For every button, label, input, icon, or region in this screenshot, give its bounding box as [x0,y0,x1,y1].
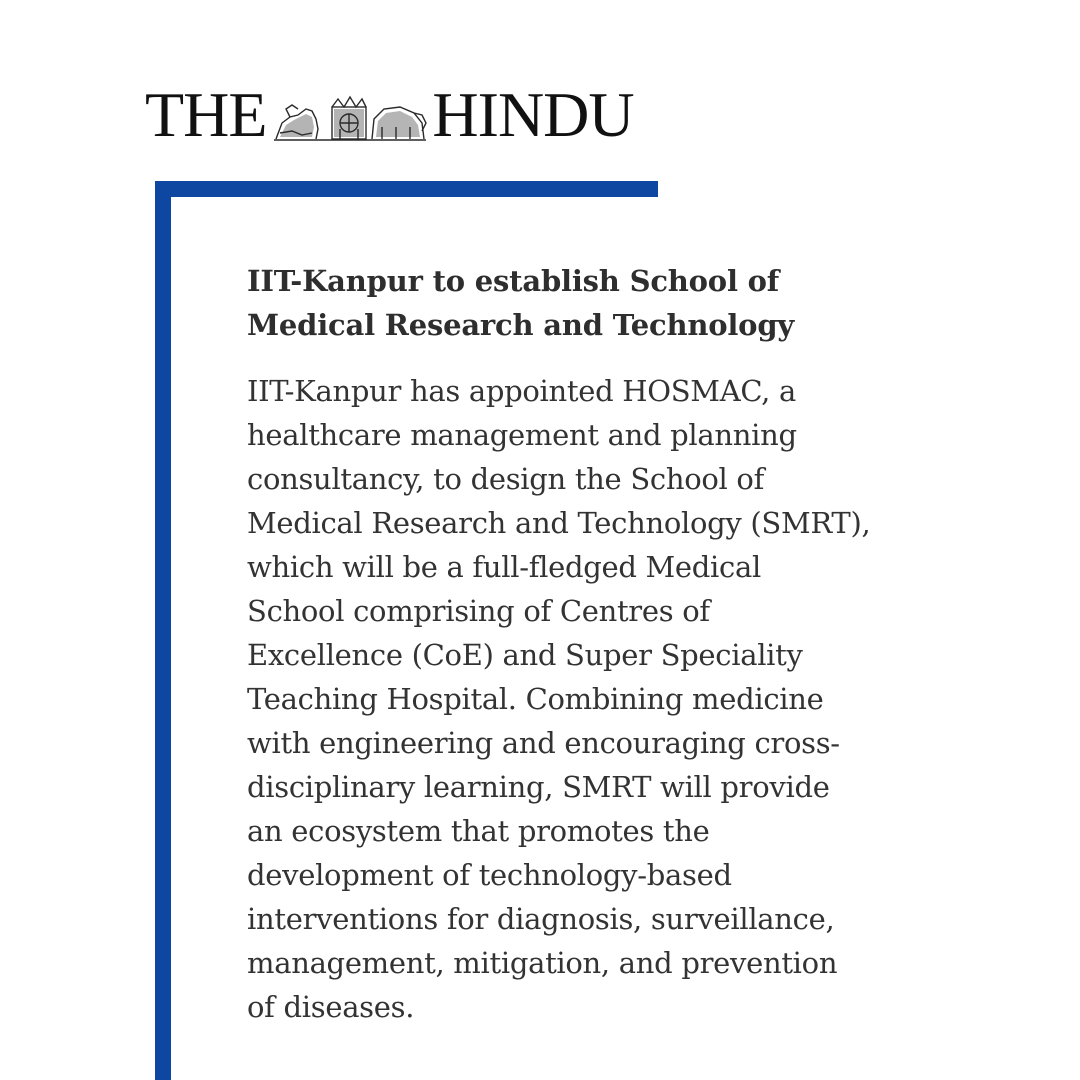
article-body [247,369,937,1029]
article-headline [247,259,937,347]
body-line: consultancy, to design the School of [247,462,765,496]
crest-emblem-icon [272,93,428,143]
body-line: IIT-Kanpur has appointed HOSMAC, a [247,374,797,408]
article-content [247,259,937,1029]
body-line: disciplinary learning, SMRT will provide [247,770,830,804]
body-line: of diseases. [247,990,415,1024]
masthead-the: THE [145,79,267,150]
headline-line: Medical Research and Technology [247,308,795,342]
body-line: Teaching Hospital. Combining medicine [247,682,824,716]
body-line: interventions for diagnosis, surveillance, [247,902,835,936]
headline-line: IIT-Kanpur to establish School of [247,264,780,298]
frame-top-bar [155,181,658,197]
body-line: Excellence (CoE) and Super Speciality [247,638,803,672]
body-line: which will be a full-fledged Medical [247,550,761,584]
body-line: School comprising of Centres of [247,594,710,628]
masthead-logo [145,80,634,150]
frame-left-bar [155,181,171,1080]
body-line: healthcare management and planning [247,418,797,452]
body-line: an ecosystem that promotes the [247,814,710,848]
masthead-hindu: HINDU [432,79,634,150]
body-line: with engineering and encouraging cross- [247,726,840,760]
body-line: development of technology-based [247,858,732,892]
body-line: Medical Research and Technology (SMRT), [247,506,871,540]
body-line: management, mitigation, and prevention [247,946,838,980]
